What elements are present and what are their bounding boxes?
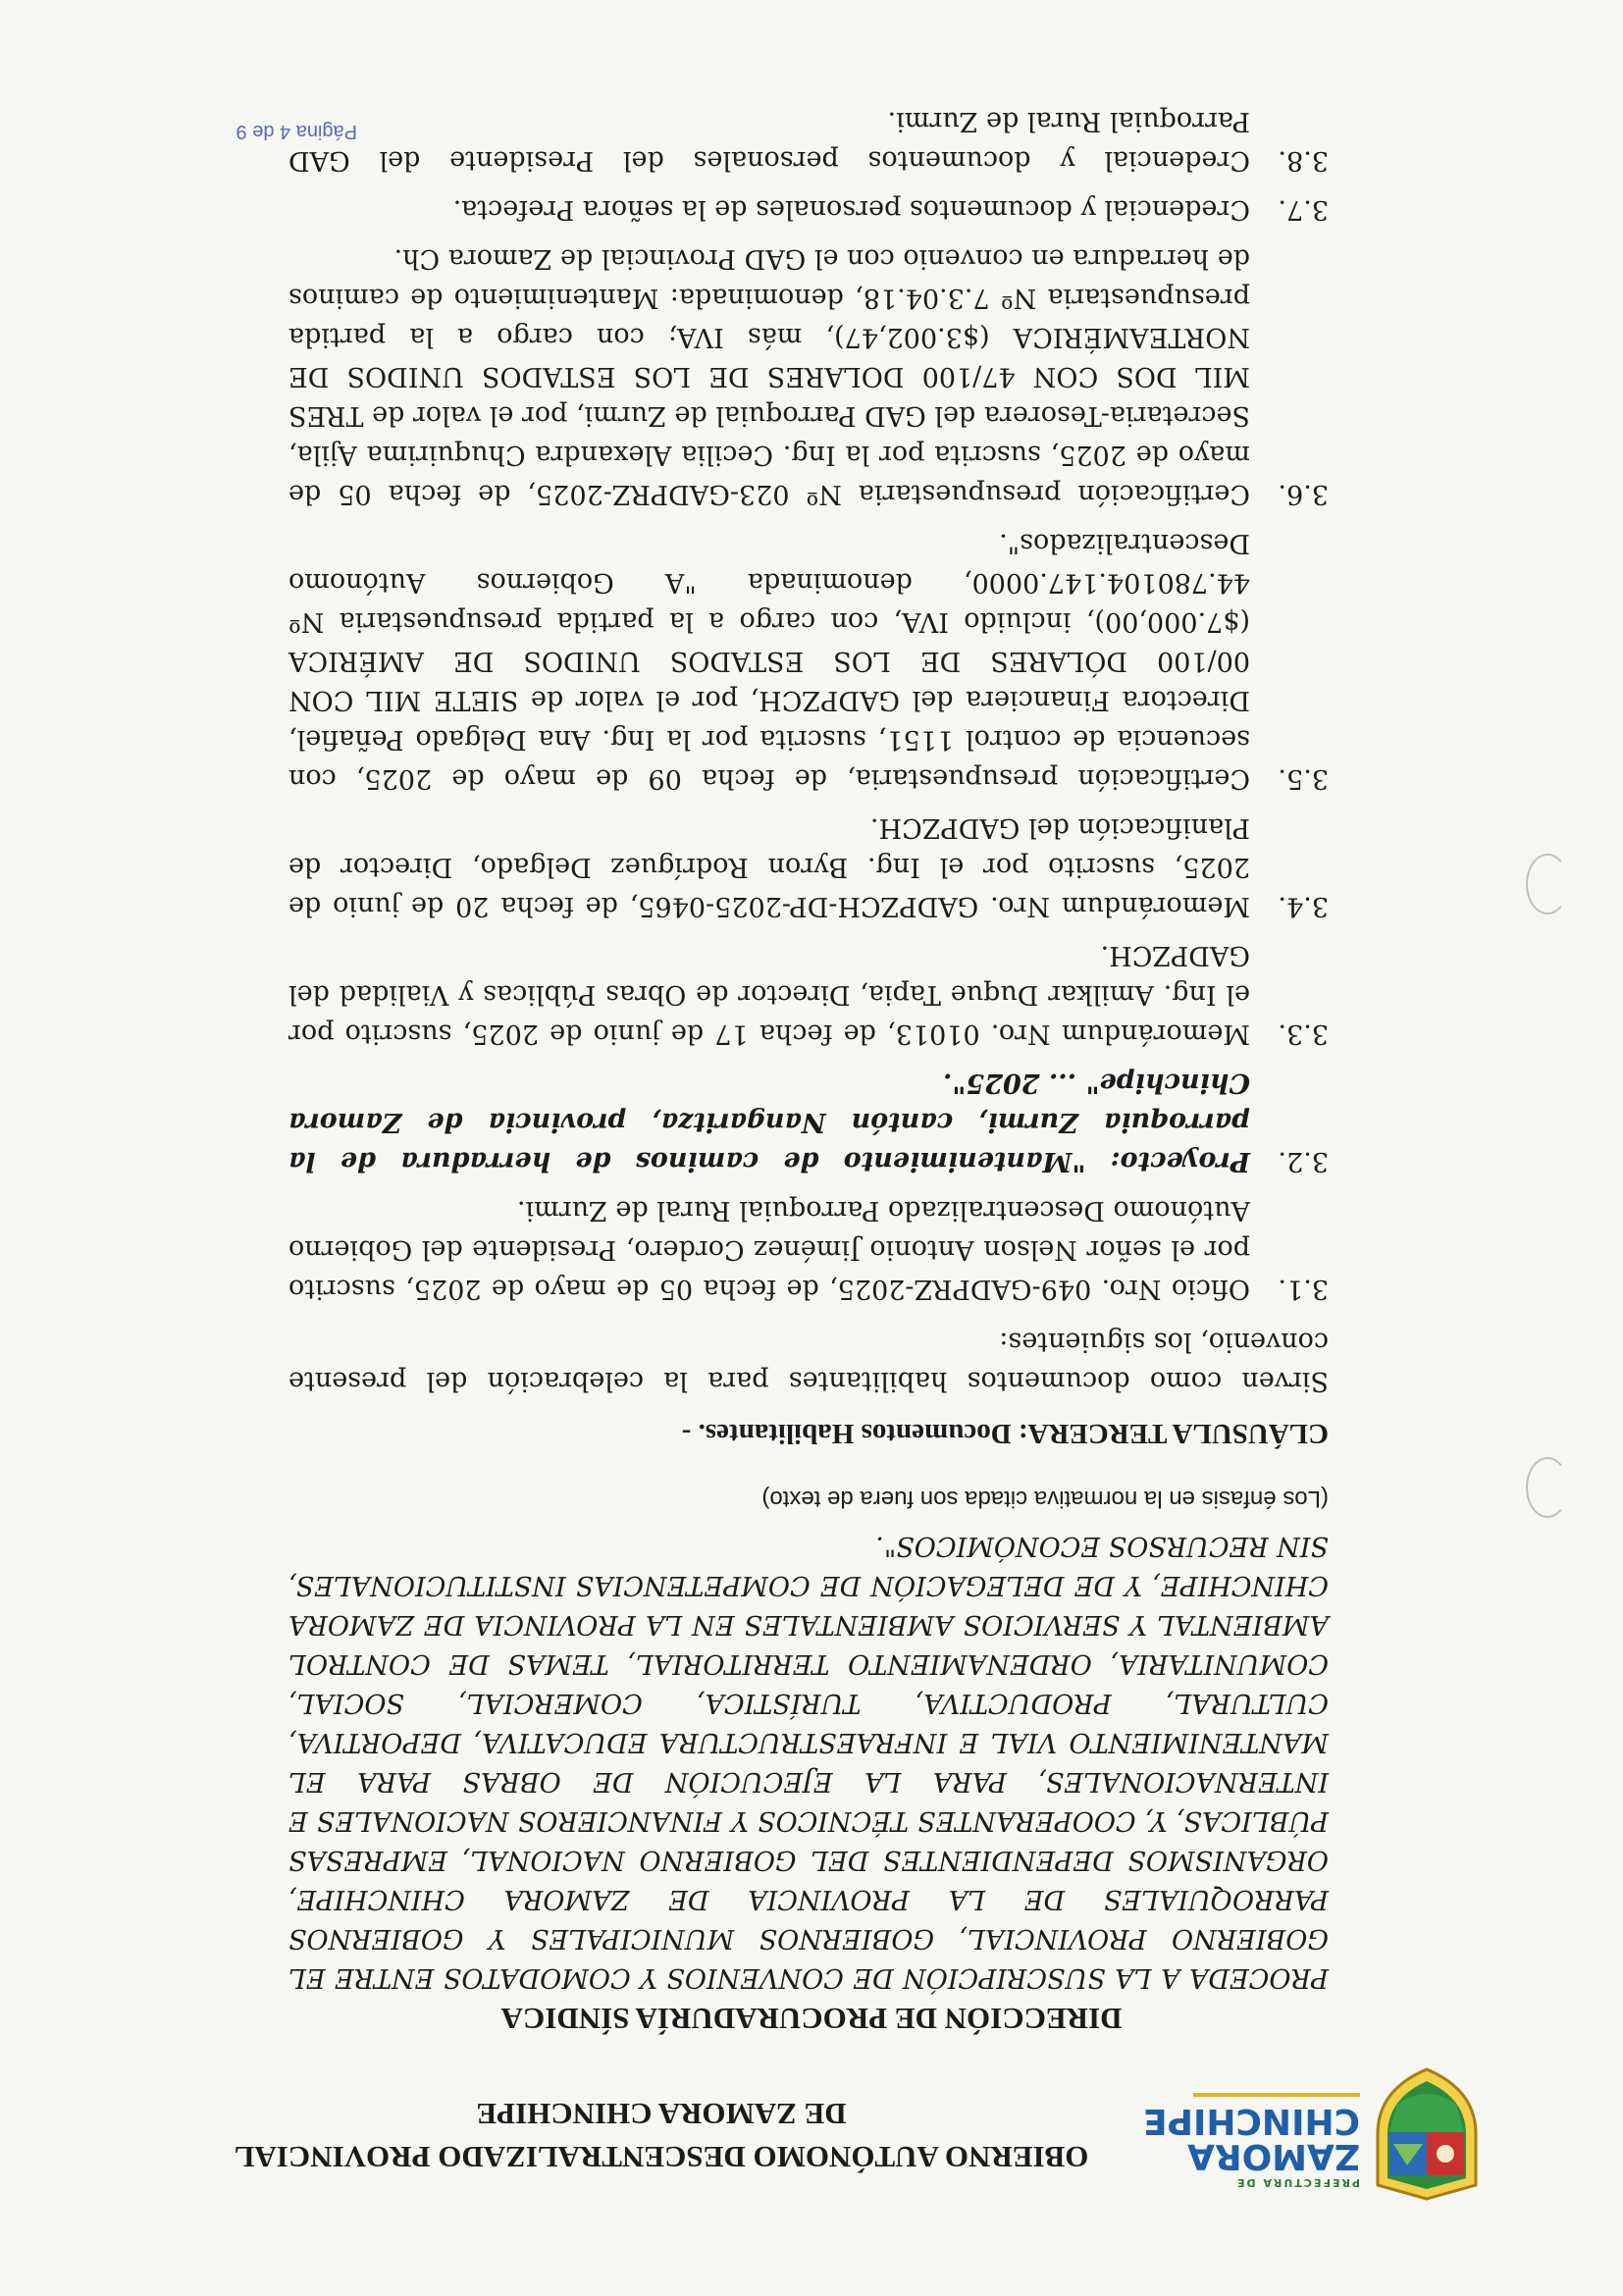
list-item: 3.2. Proyecto: "Mantenimiento de caminos de herradura de la parroquia Zurmi, cantón Nangaritza, provincia de Zamora Chinchipe" ... 2025". [288, 1068, 1329, 1176]
coat-of-arms-icon [1368, 2065, 1486, 2203]
emphasis-note: (Los énfasis en la normativa citada son fuera de texto) [761, 1486, 1329, 1512]
list-item: 3.4. Memorándum Nro. GADPZCH-DP-2025-0465, de fecha 20 de junio de 2025, suscrito por el Ing. Byron Rodríguez Delgado, Director de Planificación del GADPZCH. [288, 812, 1329, 921]
list-item: 3.3. Memorándum Nro. 01013, de fecha 17 de junio de 2025, suscrito por el Ing. Amilkar Duque Tapia, Director de Obras Públicas y Vialidad del GADPZCH. [288, 940, 1329, 1049]
letterhead [131, 2056, 1486, 2203]
logo-underline [1193, 2093, 1360, 2097]
clause-intro: Sirven como documentos habilitantes para la celebración del presente convenio, los siguientes: [288, 1327, 1329, 1396]
page-number: Página 4 de 9 [236, 121, 357, 142]
clause-title: CLÁUSULA TERCERA: Documentos Habilitantes. - [681, 1418, 1329, 1449]
list-item: 3.8. Credencial y documentos personales del Presidente del GAD Parroquial Rural de Zurmi. [288, 106, 1329, 176]
document-body [288, 91, 1329, 1997]
caps-paragraph: PROCEDA A LA SUSCRIPCIÓN DE CONVENIOS Y COMODATOS ENTRE EL GOBIERNO PROVINCIAL, GOBIERNOS MUNICIPALES Y GOBIERNOS PARROQUIALES DE LA PROVINCIA DE ZAMORA CHINCHIPE, ORGANISMOS DEPENDIENTES DEL GOBIERNO NACIONAL, EMPRESAS PÚBLICAS, Y, COOPERANTES TÉCNICOS Y FINANCIEROS NACIONALES E INTERNACIONALES, PARA LA EJECUCIÓN DE OBRAS PARA EL MANTENIMIENTO VIAL E INFRAESTRUCTURA EDUCATIVA, DEPORTIVA, CULTURAL, PRODUCTIVA, TURÍSTICA, COMERCIAL, SOCIAL, COMUNITARIA, ORDENAMIENTO TERRITORIAL, TEMAS DE CONTROL AMBIENTAL Y SERVICIOS AMBIENTALES EN LA PROVINCIA DE ZAMORA CHINCHIPE, Y DE DELEGACIÓN DE COMPETENCIAS INSTITUCIONALES, SIN RECURSOS ECONÓMICOS". [288, 1531, 1329, 1993]
list-item: 3.1. Oficio Nro. 049-GADPRZ-2025, de fecha 05 de mayo de 2025, suscrito por el señor Nelson Antonio Jiménez Cordero, Presidente del Gobierno Autónomo Descentralizado Parroquial Rural de Zurmi. [288, 1195, 1329, 1304]
logo-prefix: PREFECTURA DE [1234, 2176, 1360, 2189]
logo-line1: ZAMORA [1187, 2136, 1360, 2176]
list-item: 3.6. Certificación presupuestaria Nº 023-GADPRZ-2025, de fecha 05 de mayo de 2025, suscrita por la Ing. Cecilia Alexandra Chuquirima Ajila, Secretaria-Tesorera del GAD Parroquial de Zurmi, por el valor de TRES MIL DOS CON 47/100 DOLARES DE LOS ESTADOS UNIDOS DE NORTEAMÉRICA ($3.002,47), más IVA; con cargo a la partida presupuestaria Nº 7.3.04.18, denominada: Mantenimiento de caminos de herradura en convenio con el GAD Provincial de Zamora Ch. [288, 243, 1329, 509]
punch-hole [1526, 854, 1569, 914]
punch-hole [1526, 1457, 1569, 1518]
department-title: DIRECCIÓN DE PROCURADURÍA SÍNDICA [500, 2002, 1123, 2036]
list-item: 3.7. Credencial y documentos personales de la señora Prefecta. [452, 194, 1329, 225]
prefectura-logo [1143, 2056, 1486, 2203]
document-list [288, 101, 1329, 1308]
list-item: 3.5. Certificación presupuestaria, de fecha 09 de mayo de 2025, con secuencia de control 1151, suscrita por la Ing. Ana Delgado Peñafiel, Directora Financiera del GADPZCH, por el valor de SIETE MIL CON 00/100 DÓLARES DE LOS ESTADOS UNIDOS DE AMÉRICA ($7.000,00), incluido IVA, con cargo a la partida presupuestaria Nº 44.780104.147.0000, denominada "A Gobiernos Autónomo Descentralizados". [288, 528, 1329, 794]
institution-name [141, 2092, 1181, 2178]
institution-line2: DE ZAMORA CHINCHIPE [476, 2097, 847, 2131]
logo-line2: CHINCHIPE [1143, 2101, 1360, 2141]
institution-line1: OBIERNO AUTÓNOMO DESCENTRALIZADO PROVINCIAL [234, 2140, 1089, 2174]
